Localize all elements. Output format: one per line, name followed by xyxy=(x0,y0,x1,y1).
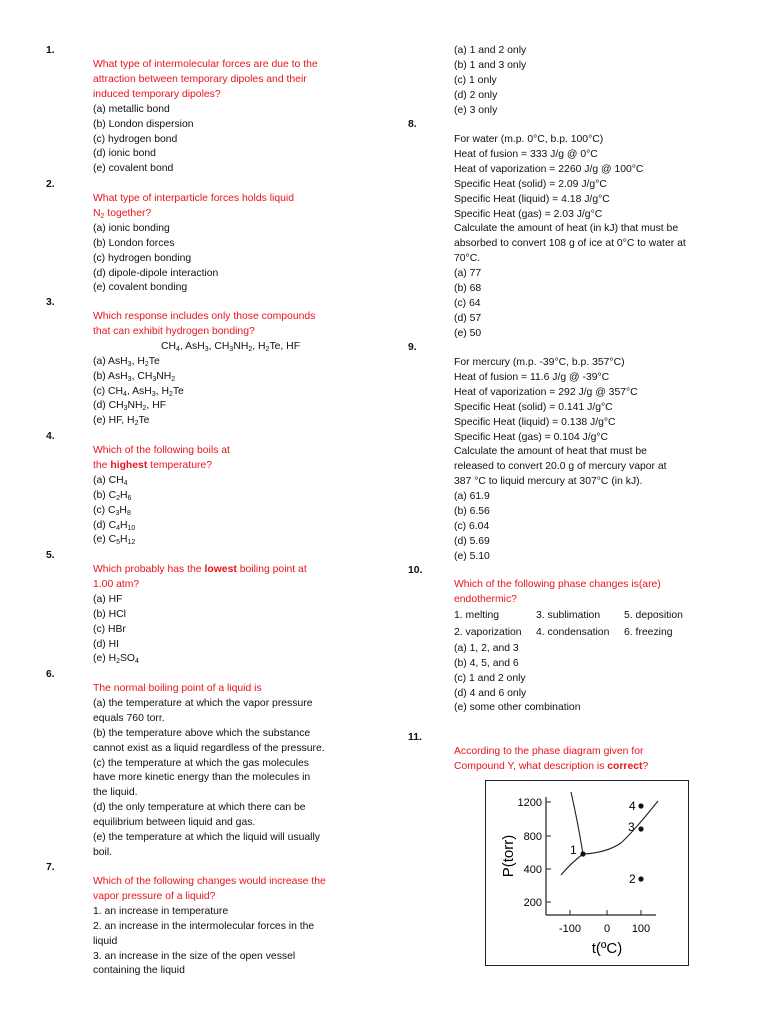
option-d: (d) HI xyxy=(93,638,119,650)
question-number: 6. xyxy=(46,669,55,680)
question-prompt: What type of interparticle forces holds liquid $N_2$ together? xyxy=(93,193,294,220)
y-tick-label: 200 xyxy=(523,897,542,909)
option-e: (e) $C_5H_{12}$ xyxy=(93,534,136,547)
y-axis-label: P(torr) xyxy=(500,834,517,878)
option-b: (b) $C_2H_6$ xyxy=(93,489,132,502)
option-b: (b) London dispersion xyxy=(93,118,194,130)
option-d: (d) the only temperature at which there can be xyxy=(93,802,306,814)
question-number: 5. xyxy=(46,550,55,561)
statement-2: 2. an increase in the intermolecular forces in the xyxy=(93,920,315,932)
point-label: 1 xyxy=(570,843,577,857)
option-c: (c) hydrogen bond xyxy=(93,133,178,145)
question-number: 7. xyxy=(46,862,55,873)
option-e: (e) the temperature at which the liquid will usually xyxy=(93,832,320,844)
question-number: 2. xyxy=(46,179,55,190)
option-d: (d) dipole-dipole interaction xyxy=(93,267,219,279)
option-c: (c) HBr xyxy=(93,623,126,635)
question-prompt: Which probably has the lowest boiling point at 1.00 atm? xyxy=(93,564,307,590)
option-b: (b) HCl xyxy=(93,608,126,620)
option-a: (a) 1, 2, and 3 xyxy=(454,642,519,654)
option-a: (a) 77 xyxy=(454,268,482,280)
question-prompt: Which response includes only those compounds that can exhibit hydrogen bonding? xyxy=(93,311,316,337)
option-e: (e) 5.10 xyxy=(454,550,490,562)
option-e: (e) $H_2SO_4$ xyxy=(93,653,139,666)
liquid-gas-boundary xyxy=(583,801,658,854)
option-d: (d) $CH_3NH_2$, HF xyxy=(93,400,167,413)
option-d: (d) 2 only xyxy=(454,89,498,101)
option-c: (c) the temperature at which the gas molecules xyxy=(93,757,309,769)
option-e: (e) HF, $H_2Te$ xyxy=(93,415,150,428)
phase-change-row-2: 2. vaporization 4. condensation 6. freezing xyxy=(454,626,673,638)
option-e: (e) covalent bonding xyxy=(93,282,188,294)
y-tick-label: 400 xyxy=(523,864,542,876)
compound-list: $CH_4$, AsH$_3$, $CH_3NH_2$, $H_2Te$, HF xyxy=(160,340,301,353)
x-axis-label: t(ºC) xyxy=(591,940,623,957)
option-a: (a) HF xyxy=(93,593,123,605)
question-prompt: Which of the following changes would increase the vapor pressure of a liquid? xyxy=(93,876,326,902)
x-tick-label: 100 xyxy=(631,923,651,935)
option-c: (c) 1 and 2 only xyxy=(454,672,526,684)
question-number: 8. xyxy=(408,119,417,130)
x-tick-label: -100 xyxy=(558,923,582,935)
statement-1: 1. an increase in temperature xyxy=(93,905,229,917)
question-number: 9. xyxy=(408,342,417,353)
question-prompt: According to the phase diagram given for Compound Y, what description is correct? xyxy=(454,746,649,772)
solid-gas-boundary xyxy=(561,854,583,875)
phase-change-row-1: 1. melting 3. sublimation 5. deposition xyxy=(454,609,683,621)
option-e: (e) 3 only xyxy=(454,104,498,116)
option-c: (c) 6.04 xyxy=(454,520,490,532)
option-a: (a) $CH_4$ xyxy=(93,474,128,487)
point-label: 3 xyxy=(628,820,635,834)
y-tick-label: 800 xyxy=(523,831,542,843)
question-prompt: What type of intermolecular forces are due to the attraction between temporary dipoles and their induced temporary dipoles? xyxy=(93,59,318,100)
option-c: (c) 64 xyxy=(454,297,481,309)
question-number: 10. xyxy=(408,565,423,576)
point-2 xyxy=(638,876,643,881)
question-prompt: Which of the following phase changes is(are) endothermic? xyxy=(454,579,661,605)
option-b: (b) AsH$_3$, $CH_3NH_2$ xyxy=(93,370,176,383)
option-b: (b) 6.56 xyxy=(454,506,490,518)
option-e: (e) 50 xyxy=(454,327,482,339)
option-a: (a) 1 and 2 only xyxy=(454,45,527,56)
point-label: 2 xyxy=(629,872,636,886)
option-b: (b) 68 xyxy=(454,283,482,295)
option-b: (b) the temperature above which the substance xyxy=(93,727,311,739)
option-b: (b) 1 and 3 only xyxy=(454,59,527,71)
question-number: 3. xyxy=(46,297,55,308)
point-label: 4 xyxy=(629,799,636,813)
phase-diagram-graphic xyxy=(486,781,690,967)
option-c: (c) hydrogen bonding xyxy=(93,252,192,264)
option-a: (a) 61.9 xyxy=(454,491,490,503)
option-a: (a) ionic bonding xyxy=(93,222,170,234)
question-prompt: Which of the following boils at the highest temperature? xyxy=(93,445,230,471)
point-1 xyxy=(580,851,585,856)
phase-diagram xyxy=(485,780,689,966)
option-d: (d) $C_4H_{10}$ xyxy=(93,519,136,532)
option-c: (c) $C_3H_8$ xyxy=(93,504,131,517)
question-number: 1. xyxy=(46,45,55,56)
option-d: (d) ionic bond xyxy=(93,148,156,160)
option-d: (d) 4 and 6 only xyxy=(454,687,527,699)
option-a: (a) metallic bond xyxy=(93,103,170,115)
option-d: (d) 57 xyxy=(454,312,482,324)
point-3 xyxy=(638,826,643,831)
question-prompt: The normal boiling point of a liquid is xyxy=(93,683,262,694)
question-number: 11. xyxy=(408,732,422,743)
option-d: (d) 5.69 xyxy=(454,535,490,547)
option-c: (c) $CH_4$, AsH$_3$, $H_2Te$ xyxy=(93,385,184,398)
option-b: (b) London forces xyxy=(93,237,175,249)
option-b: (b) 4, 5, and 6 xyxy=(454,657,519,669)
option-e: (e) covalent bond xyxy=(93,163,174,175)
question-number: 4. xyxy=(46,431,55,442)
y-tick-label: 1200 xyxy=(517,797,542,809)
option-a: (a) the temperature at which the vapor pressure xyxy=(93,697,313,709)
point-4 xyxy=(638,803,643,808)
x-tick-label: 0 xyxy=(603,923,611,935)
statement-3: 3. an increase in the size of the open vessel xyxy=(93,950,296,962)
option-a: (a) AsH$_3$, $H_2Te$ xyxy=(93,355,160,368)
option-e: (e) some other combination xyxy=(454,702,581,714)
option-c: (c) 1 only xyxy=(454,74,497,86)
